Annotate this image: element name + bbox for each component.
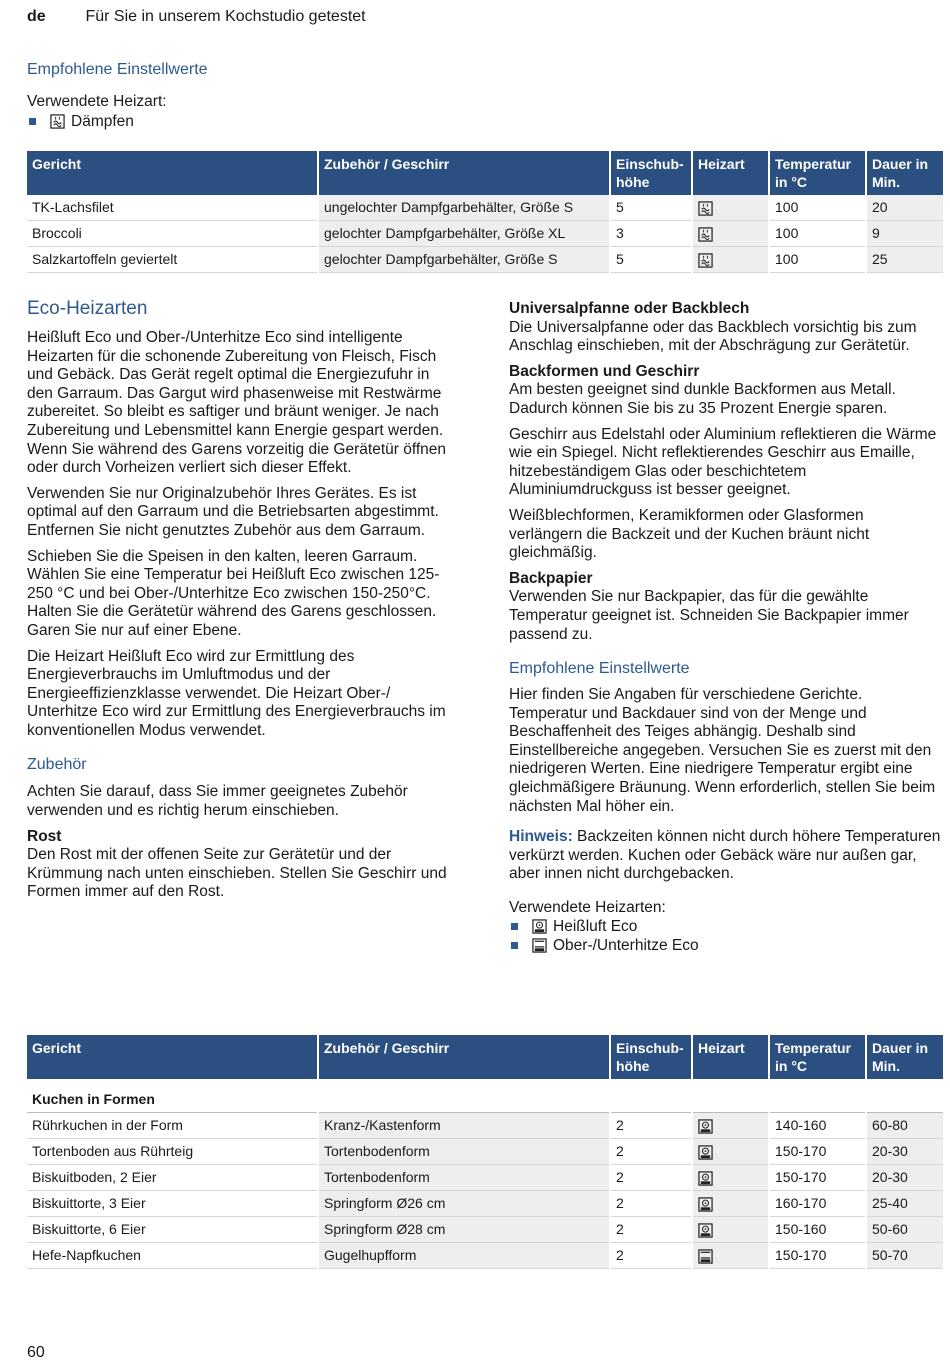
cell-dish: Hefe-Napfkuchen	[27, 1243, 318, 1269]
header-heat-type: Heizart	[692, 151, 769, 195]
cell-shelf-level: 5	[610, 195, 692, 221]
steam-icon	[698, 201, 713, 216]
top-bottom-eco-icon	[532, 938, 547, 953]
eco-paragraph-1: Heißluft Eco und Ober-/Unterhitze Eco sind intelligente Heizarten für die schonende Zubereitung von Fleisch, Fisch und Gebäck. Das Gerät regelt optimal die Energiezufuhr in den Garraum. Das Gargut wird phasenweise mit Restwärme zubereitet. So bleibt es saftiger und bräunt weniger. Je nach Zubereitung und Lebensmittel kann Energie gespart werden. Wenn Sie während des Garens vorzeitig die Gerätetür öffnen oder durch Vorheizen verliert sich dieser Effekt.	[27, 329, 447, 477]
bullet-square	[511, 923, 518, 930]
steam-settings-table	[27, 151, 943, 273]
right-column	[509, 300, 941, 955]
note-label: Hinweis:	[509, 828, 573, 846]
used-heats-label: Verwendete Heizarten:	[509, 899, 666, 917]
header-dish: Gericht	[27, 1035, 318, 1079]
baking-settings-table	[27, 1035, 943, 1269]
accessories-paragraph: Achten Sie darauf, dass Sie immer geeignetes Zubehör verwenden und es richtig herum einschieben.	[27, 783, 408, 820]
cell-heat-type	[692, 1191, 769, 1217]
header-temperature: Temperatur in °C	[769, 1035, 866, 1079]
cell-temperature: 100	[769, 221, 866, 247]
cell-accessory: gelochter Dampfgarbehälter, Größe XL	[318, 221, 610, 247]
heat-item-label: Dämpfen	[71, 113, 134, 130]
header-accessory: Zubehör / Geschirr	[318, 151, 610, 195]
cell-temperature: 150-170	[769, 1243, 866, 1269]
header-duration: Dauer in Min.	[866, 1035, 943, 1079]
cell-temperature: 160-170	[769, 1191, 866, 1217]
cell-duration: 20	[866, 195, 943, 221]
cell-heat-type	[692, 1243, 769, 1269]
cell-accessory: Kranz-/Kastenform	[318, 1113, 610, 1139]
cell-duration: 50-60	[866, 1217, 943, 1243]
left-column	[27, 298, 459, 909]
header-dish: Gericht	[27, 151, 318, 195]
cell-temperature: 140-160	[769, 1113, 866, 1139]
cell-dish: Biskuittorte, 3 Eier	[27, 1191, 318, 1217]
cell-heat-type	[692, 221, 769, 247]
cell-duration: 20-30	[866, 1165, 943, 1191]
steam-icon	[698, 227, 713, 242]
cell-heat-type	[692, 1113, 769, 1139]
eco-paragraph-3: Schieben Sie die Speisen in den kalten, leeren Garraum. Wählen Sie eine Temperatur bei Heißluft Eco zwischen 125-250 °C und bei Ober-/Unterhitze Eco zwischen 150-250°C. Halten Sie die Gerätetür während des Garens geschlossen. Garen Sie nur auf einer Ebene.	[27, 547, 440, 639]
table-row	[27, 247, 943, 273]
cell-shelf-level: 2	[610, 1113, 692, 1139]
header-accessory: Zubehör / Geschirr	[318, 1035, 610, 1079]
heat-item-label: Ober-/Unterhitze Eco	[553, 937, 699, 955]
fan-eco-icon	[698, 1119, 713, 1134]
cell-shelf-level: 2	[610, 1243, 692, 1269]
cell-shelf-level: 2	[610, 1191, 692, 1217]
cell-temperature: 150-170	[769, 1165, 866, 1191]
used-heat-label: Verwendete Heizart:	[27, 93, 167, 110]
cell-duration: 20-30	[866, 1139, 943, 1165]
steam-icon	[698, 253, 713, 268]
header-temperature: Temperatur in °C	[769, 151, 866, 195]
cell-accessory: Tortenbodenform	[318, 1165, 610, 1191]
cell-temperature: 100	[769, 195, 866, 221]
fan-eco-icon	[698, 1171, 713, 1186]
cell-temperature: 100	[769, 247, 866, 273]
cell-dish: Tortenboden aus Rührteig	[27, 1139, 318, 1165]
cell-dish: Rührkuchen in der Form	[27, 1113, 318, 1139]
cell-dish: Biskuittorte, 6 Eier	[27, 1217, 318, 1243]
cell-heat-type	[692, 195, 769, 221]
cell-shelf-level: 2	[610, 1139, 692, 1165]
cell-accessory: Springform Ø26 cm	[318, 1191, 610, 1217]
cell-dish: Biskuitboden, 2 Eier	[27, 1165, 318, 1191]
rack-title: Rost	[27, 827, 62, 845]
fan-eco-icon	[532, 919, 547, 934]
cell-duration: 60-80	[866, 1113, 943, 1139]
cell-accessory: Gugelhupfform	[318, 1243, 610, 1269]
header-shelf-level: Einschub-höhe	[610, 151, 692, 195]
cell-dish: Broccoli	[27, 221, 318, 247]
baking-paper-paragraph: Verwenden Sie nur Backpapier, das für die gewählte Temperatur geeignet ist. Schneiden Sie Backpapier immer passend zu.	[509, 588, 909, 643]
cell-accessory: gelochter Dampfgarbehälter, Größe S	[318, 247, 610, 273]
baking-tins-paragraph-3: Weißblechformen, Keramikformen oder Glasformen verlängern die Backzeit und der Kuchen bräunt nicht gleichmäßig.	[509, 506, 870, 562]
cell-shelf-level: 5	[610, 247, 692, 273]
cell-accessory: Tortenbodenform	[318, 1139, 610, 1165]
cell-temperature: 150-160	[769, 1217, 866, 1243]
header-title: Für Sie in unserem Kochstudio getestet	[85, 8, 366, 25]
recommended-settings-heading-2: Empfohlene Einstellwerte	[509, 660, 690, 678]
eco-heat-title: Eco-Heizarten	[27, 298, 148, 319]
category-row	[27, 1079, 943, 1113]
cell-duration: 25	[866, 247, 943, 273]
bullet-square	[511, 942, 518, 949]
universal-pan-paragraph: Die Universalpfanne oder das Backblech vorsichtig bis zum Anschlag einschieben, mit der Abschrägung zur Gerätetür.	[509, 318, 917, 355]
accessories-title: Zubehör	[27, 756, 87, 774]
cell-heat-type	[692, 247, 769, 273]
heat-list-item	[27, 112, 134, 131]
cell-dish: Salzkartoffeln geviertelt	[27, 247, 318, 273]
heat-list-item-topbottom-eco	[509, 936, 941, 955]
cell-shelf-level: 2	[610, 1217, 692, 1243]
table-row	[27, 1217, 943, 1243]
eco-paragraph-4: Die Heizart Heißluft Eco wird zur Ermittlung des Energieverbrauchs im Umluftmodus und der Energieeffizienzklasse verwendet. Die Heizart Ober-/ Unterhitze Eco wird zur Ermittlung des Energieverbrauchs im konventionellen Modus verwendet.	[27, 647, 446, 739]
table-row	[27, 1139, 943, 1165]
table-row	[27, 195, 943, 221]
cell-heat-type	[692, 1139, 769, 1165]
header-duration: Dauer in Min.	[866, 151, 943, 195]
cell-heat-type	[692, 1217, 769, 1243]
steam-icon	[50, 114, 65, 129]
rack-paragraph: Den Rost mit der offenen Seite zur Gerätetür und der Krümmung nach unten einschieben. Stellen Sie Geschirr und Formen immer auf den Rost.	[27, 846, 447, 901]
baking-paper-title: Backpapier	[509, 569, 593, 587]
header-shelf-level: Einschub-höhe	[610, 1035, 692, 1079]
cell-duration: 25-40	[866, 1191, 943, 1217]
page-number: 60	[27, 1344, 45, 1361]
fan-eco-icon	[698, 1145, 713, 1160]
recommended-paragraph: Hier finden Sie Angaben für verschiedene Gerichte. Temperatur und Backdauer sind von der Menge und Beschaffenheit des Teiges abhängig. Deshalb sind Einstellbereiche angegeben. Versuchen Sie es zuerst mit den niedrigeren Werten. Eine niedrigere Temperatur ergibt eine gleichmäßigere Bräunung. Wenn erforderlich, stellen Sie beim nächsten Mal höher ein.	[509, 686, 936, 815]
baking-tins-paragraph-1: Am besten geeignet sind dunkle Backformen aus Metall. Dadurch können Sie bis zu 35 Prozent Energie sparen.	[509, 381, 896, 417]
cell-heat-type	[692, 1165, 769, 1191]
cell-shelf-level: 2	[610, 1165, 692, 1191]
header-heat-type: Heizart	[692, 1035, 769, 1079]
cell-dish: TK-Lachsfilet	[27, 195, 318, 221]
cell-accessory: Springform Ø28 cm	[318, 1217, 610, 1243]
cell-accessory: ungelochter Dampfgarbehälter, Größe S	[318, 195, 610, 221]
eco-paragraph-2: Verwenden Sie nur Originalzubehör Ihres Gerätes. Es ist optimal auf den Garraum und die Betriebsarten abgestimmt. Entfernen Sie nicht genutztes Zubehör aus dem Garraum.	[27, 484, 439, 539]
baking-tins-paragraph-2: Geschirr aus Edelstahl oder Aluminium reflektieren die Wärme wie ein Spiegel. Nicht reflektierendes Geschirr aus Emaille, hitzebeständigem Glas oder beschichtetem Aluminiumdruckguss ist besser geeignet.	[509, 425, 937, 499]
heat-item-label: Heißluft Eco	[553, 918, 638, 936]
recommended-settings-heading: Empfohlene Einstellwerte	[27, 61, 208, 78]
universal-pan-title: Universalpfanne oder Backblech	[509, 300, 750, 317]
top-bottom-eco-icon	[698, 1249, 713, 1264]
note-text: Backzeiten können nicht durch höhere Temperaturen verkürzt werden. Kuchen oder Gebäck wäre nur außen gar, aber innen nicht durchgebacken.	[509, 828, 941, 883]
language-code: de	[27, 8, 46, 25]
bullet-square	[29, 118, 36, 125]
heat-list-item-fan-eco	[509, 917, 941, 936]
table-row	[27, 1113, 943, 1139]
page-header	[27, 8, 366, 26]
baking-tins-title: Backformen und Geschirr	[509, 362, 700, 380]
table-row	[27, 1243, 943, 1269]
cell-shelf-level: 3	[610, 221, 692, 247]
cell-duration: 50-70	[866, 1243, 943, 1269]
table-row	[27, 221, 943, 247]
category-label: Kuchen in Formen	[27, 1079, 943, 1113]
table-row	[27, 1191, 943, 1217]
fan-eco-icon	[698, 1197, 713, 1212]
table-row	[27, 1165, 943, 1191]
cell-temperature: 150-170	[769, 1139, 866, 1165]
fan-eco-icon	[698, 1223, 713, 1238]
note-paragraph	[509, 828, 941, 884]
cell-duration: 9	[866, 221, 943, 247]
